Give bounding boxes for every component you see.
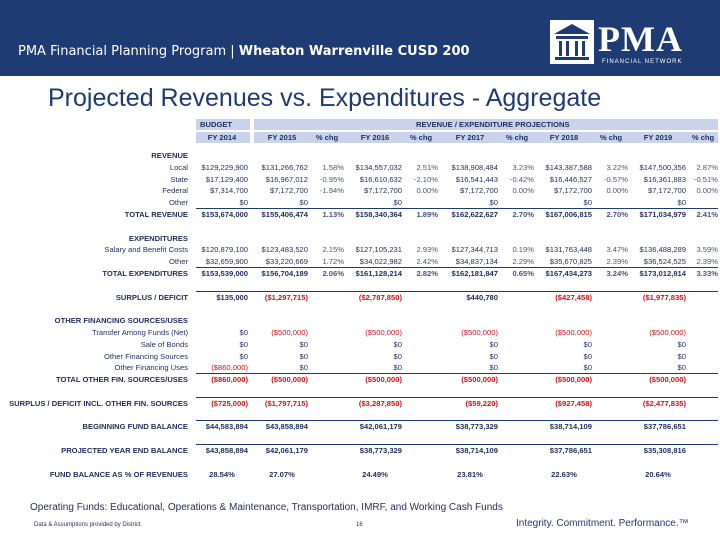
value-cell: ($1,797,715) — [264, 398, 308, 408]
value-cell: $440,780 — [466, 292, 498, 302]
pct-change-cell: 0.19% — [512, 245, 534, 255]
row-label: PROJECTED YEAR END BALANCE — [61, 446, 188, 455]
row-label — [0, 386, 188, 397]
value-cell: $162,181,847 — [451, 269, 498, 278]
row-label: BEGINNING FUND BALANCE — [82, 422, 188, 432]
pct-change-cell: -0.95% — [319, 174, 344, 184]
value-cell: $7,172,700 — [647, 186, 686, 196]
column-header: FY 2019 — [643, 133, 673, 142]
value-cell: ($927,458) — [555, 398, 592, 408]
row-label: SURPLUS / DEFICIT INCL. OTHER FIN. SOURCES — [9, 398, 188, 408]
value-cell: $155,406,474 — [261, 210, 308, 219]
row-label: OTHER FINANCING SOURCES/USES — [54, 316, 188, 326]
value-cell: ($59,220) — [465, 398, 498, 408]
pct-change-cell: 0.00% — [416, 186, 438, 196]
value-cell: $42,061,179 — [359, 422, 402, 432]
value-cell: ($427,458) — [555, 292, 592, 302]
column-header: FY 2016 — [360, 133, 390, 142]
value-cell: ($3,287,850) — [358, 398, 402, 408]
value-cell: ($500,000) — [271, 375, 308, 385]
value-cell: 28.54% — [209, 469, 235, 479]
value-cell: $7,172,700 — [553, 186, 592, 196]
pct-change-cell: 1.13% — [322, 210, 344, 219]
row-label: State — [170, 174, 188, 184]
table-row — [0, 174, 720, 185]
table-row — [0, 351, 720, 362]
value-cell: $35,308,816 — [643, 446, 686, 455]
value-cell: $127,105,231 — [355, 245, 402, 255]
value-cell: $173,012,814 — [639, 269, 686, 278]
pct-change-cell: -0.57% — [603, 174, 628, 184]
table-row — [0, 433, 720, 444]
pma-logo — [550, 20, 700, 70]
row-label: Other — [169, 257, 188, 267]
value-cell: ($500,000) — [461, 328, 498, 337]
value-cell: $34,022,982 — [359, 257, 402, 267]
value-cell: $171,034,979 — [639, 210, 686, 219]
value-cell: ($500,000) — [365, 328, 402, 337]
value-cell: ($860,000) — [211, 375, 248, 385]
row-label: Transfer Among Funds (Net) — [92, 328, 188, 337]
value-cell: $123,483,520 — [261, 245, 308, 255]
value-cell: $43,858,894 — [265, 422, 308, 432]
column-header: FY 2017 — [455, 133, 485, 142]
value-cell: $131,763,448 — [545, 245, 592, 255]
value-cell: ($725,000) — [211, 398, 248, 408]
pct-change-cell: -0.51% — [693, 174, 718, 184]
table-row — [0, 292, 720, 303]
value-cell: $143,387,588 — [545, 162, 592, 172]
district-name: Wheaton Warrenville CUSD 200 — [238, 44, 470, 59]
pct-change-cell: 3.23% — [512, 162, 534, 172]
row-label: Sale of Bonds — [140, 339, 188, 349]
value-cell: $38,773,329 — [359, 446, 402, 455]
value-cell: $33,220,669 — [265, 257, 308, 267]
row-label: SURPLUS / DEFICIT — [115, 292, 188, 302]
page-number: 16 — [356, 522, 363, 528]
table-row — [0, 303, 720, 314]
table-row — [0, 398, 720, 409]
table-row — [0, 244, 720, 255]
logo-wordmark: PMA — [598, 19, 683, 59]
value-cell: $44,583,894 — [205, 422, 248, 432]
value-cell: $0 — [583, 351, 592, 361]
table-row — [0, 268, 720, 279]
pct-change-cell: 3.47% — [606, 245, 628, 255]
value-cell: $37,786,651 — [549, 446, 592, 455]
program-name: PMA Financial Planning Program — [18, 44, 227, 59]
row-label: FUND BALANCE AS % OF REVENUES — [49, 469, 188, 479]
row-label: TOTAL REVENUE — [124, 210, 188, 219]
value-cell: ($860,000) — [211, 363, 248, 373]
row-label: Local — [169, 162, 188, 172]
value-cell: ($500,000) — [649, 328, 686, 337]
pct-change-cell: 2.15% — [322, 245, 344, 255]
value-cell: 27.07% — [269, 469, 295, 479]
value-cell: $0 — [489, 363, 498, 373]
value-cell: $16,967,012 — [265, 174, 308, 184]
row-label: REVENUE — [151, 151, 188, 160]
value-cell: ($1,977,835) — [642, 292, 686, 302]
pct-change-cell: 0.00% — [512, 186, 534, 196]
table-row — [0, 233, 720, 244]
pct-change-cell: 2.93% — [416, 245, 438, 255]
value-cell: $0 — [239, 198, 248, 208]
value-cell: $0 — [239, 351, 248, 361]
value-cell: $153,674,000 — [201, 210, 248, 219]
value-cell: $16,610,632 — [359, 174, 402, 184]
projection-table — [0, 117, 720, 497]
value-cell: 20.64% — [645, 469, 671, 479]
pct-change-cell: 2.41% — [696, 210, 718, 219]
table-row — [0, 185, 720, 196]
value-cell: 24.49% — [362, 469, 388, 479]
value-cell: $43,858,894 — [205, 446, 248, 455]
pct-change-cell: -1.94% — [319, 186, 344, 196]
value-cell: $162,622,627 — [451, 210, 498, 219]
value-cell: $0 — [299, 339, 308, 349]
value-cell: $127,344,713 — [451, 245, 498, 255]
row-label — [0, 457, 188, 468]
value-cell: $161,128,214 — [355, 269, 402, 278]
row-label — [0, 221, 188, 232]
pct-change-cell: 0.65% — [512, 269, 534, 278]
value-cell: $42,061,179 — [265, 446, 308, 455]
pct-change-cell: 2.39% — [606, 257, 628, 267]
value-cell: $0 — [299, 198, 308, 208]
column-header: FY 2018 — [549, 133, 579, 142]
projection-group-label: REVENUE / EXPENDITURE PROJECTIONS — [416, 120, 570, 129]
value-cell: $7,172,700 — [459, 186, 498, 196]
pct-change-cell: 1.89% — [416, 210, 438, 219]
value-cell: ($500,000) — [461, 375, 498, 385]
budget-group-label: BUDGET — [200, 120, 233, 129]
value-cell: 23.81% — [457, 469, 483, 479]
value-cell: $16,446,527 — [549, 174, 592, 184]
row-label: Other Financing Sources — [104, 351, 188, 361]
value-cell: $16,541,443 — [455, 174, 498, 184]
pct-change-cell: 2.87% — [696, 162, 718, 172]
value-cell: $0 — [489, 351, 498, 361]
value-cell: $134,557,032 — [355, 162, 402, 172]
table-row — [0, 410, 720, 421]
value-cell: $32,659,900 — [205, 257, 248, 267]
value-cell: $158,340,364 — [355, 210, 402, 219]
table-row — [0, 209, 720, 220]
logo-subtitle: FINANCIAL NETWORK — [602, 59, 683, 65]
table-row — [0, 256, 720, 267]
pct-change-cell: 2.51% — [416, 162, 438, 172]
table-row — [0, 221, 720, 232]
column-header-row — [0, 132, 720, 143]
value-cell: $0 — [393, 351, 402, 361]
table-row — [0, 386, 720, 397]
value-cell: $38,714,109 — [455, 446, 498, 455]
value-cell: $156,704,189 — [261, 269, 308, 278]
value-cell: $35,670,825 — [549, 257, 592, 267]
pct-change-cell: -2.10% — [413, 174, 438, 184]
table-row — [0, 327, 720, 338]
slide-title: Projected Revenues vs. Expenditures - Aggregate — [48, 84, 602, 112]
header-bar — [0, 0, 720, 76]
table-row — [0, 457, 720, 468]
value-cell: $0 — [489, 198, 498, 208]
pct-change-cell: 3.33% — [696, 269, 718, 278]
value-cell: $0 — [393, 339, 402, 349]
value-cell: $135,000 — [216, 292, 248, 302]
pct-change-cell: 2.39% — [696, 257, 718, 267]
value-cell: ($1,297,715) — [264, 292, 308, 302]
value-cell: $0 — [677, 351, 686, 361]
value-cell: $0 — [583, 198, 592, 208]
value-cell: ($2,477,835) — [642, 398, 686, 408]
row-label — [0, 433, 188, 444]
value-cell: $16,361,883 — [643, 174, 686, 184]
value-cell: $153,539,000 — [201, 269, 248, 278]
pct-change-cell: 0.00% — [696, 186, 718, 196]
footer-tagline: Integrity. Commitment. Performance.™ — [516, 518, 689, 529]
row-label: EXPENDITURES — [128, 233, 188, 243]
value-cell: $38,714,109 — [549, 422, 592, 432]
group-header-row — [0, 119, 720, 130]
table-row — [0, 362, 720, 373]
pct-change-cell: 2.70% — [606, 210, 628, 219]
value-cell: ($2,787,850) — [358, 292, 402, 302]
value-cell: $0 — [677, 198, 686, 208]
table-row — [0, 315, 720, 326]
value-cell: $0 — [299, 351, 308, 361]
value-cell: $37,786,651 — [643, 422, 686, 432]
value-cell: $167,006,815 — [545, 210, 592, 219]
value-cell: $167,434,273 — [545, 269, 592, 278]
pct-change-cell: 1.72% — [322, 257, 344, 267]
value-cell: $38,773,329 — [455, 422, 498, 432]
table-row — [0, 374, 720, 385]
value-cell: $0 — [489, 339, 498, 349]
row-label: TOTAL OTHER FIN. SOURCES/USES — [55, 375, 188, 385]
row-label: Salary and Benefit Costs — [104, 245, 188, 255]
pct-change-cell: 2.29% — [512, 257, 534, 267]
value-cell: $7,172,700 — [269, 186, 308, 196]
column-header: FY 2015 — [267, 133, 297, 142]
pct-change-cell: 3.22% — [606, 162, 628, 172]
value-cell: ($500,000) — [555, 375, 592, 385]
value-cell: ($500,000) — [365, 375, 402, 385]
value-cell: $0 — [583, 339, 592, 349]
value-cell: ($500,000) — [555, 328, 592, 337]
value-cell: ($500,000) — [271, 328, 308, 337]
table-row — [0, 150, 720, 161]
value-cell: 22.63% — [551, 469, 577, 479]
table-row — [0, 280, 720, 291]
pct-change-cell: 0.00% — [606, 186, 628, 196]
value-cell: $17,129,400 — [205, 174, 248, 184]
table-row — [0, 162, 720, 173]
value-cell: $34,837,134 — [455, 257, 498, 267]
row-label: Federal — [162, 186, 188, 196]
value-cell: $7,172,700 — [363, 186, 402, 196]
pct-change-cell: 2.42% — [416, 257, 438, 267]
column-header: % chg — [599, 133, 623, 142]
row-label — [0, 280, 188, 291]
pct-change-cell: -0.42% — [509, 174, 534, 184]
row-label — [0, 410, 188, 421]
pillar-icon — [550, 20, 594, 64]
column-header: % chg — [505, 133, 529, 142]
column-header: % chg — [691, 133, 715, 142]
pct-change-cell: 3.24% — [606, 269, 628, 278]
column-header: % chg — [315, 133, 339, 142]
row-label: Other — [169, 198, 188, 208]
row-label: TOTAL EXPENDITURES — [102, 269, 188, 278]
value-cell: $0 — [677, 363, 686, 373]
value-cell: $0 — [299, 363, 308, 373]
row-label: Other Financing Uses — [114, 363, 188, 373]
value-cell: $131,266,762 — [261, 162, 308, 172]
program-title: PMA Financial Planning Program | Wheaton Warrenville CUSD 200 — [18, 44, 470, 59]
value-cell: $0 — [583, 363, 592, 373]
table-row — [0, 421, 720, 432]
value-cell: $147,500,356 — [639, 162, 686, 172]
pct-change-cell: 3.59% — [696, 245, 718, 255]
table-row — [0, 339, 720, 350]
footer-source: Data & Assumptions provided by District — [34, 522, 141, 528]
table-row — [0, 445, 720, 456]
pct-change-cell: 2.82% — [416, 269, 438, 278]
value-cell: $7,314,700 — [209, 186, 248, 196]
footer-note: Operating Funds: Educational, Operations & Maintenance, Transportation, IMRF, and Working Cash Funds — [30, 502, 503, 513]
value-cell: $138,908,484 — [451, 162, 498, 172]
value-cell: $129,229,900 — [201, 162, 248, 172]
value-cell: $120,879,100 — [201, 245, 248, 255]
column-header: FY 2014 — [207, 133, 237, 142]
table-row — [0, 197, 720, 208]
pct-change-cell: 1.58% — [322, 162, 344, 172]
value-cell: $0 — [677, 339, 686, 349]
value-cell: $36,524,525 — [643, 257, 686, 267]
value-cell: $0 — [393, 198, 402, 208]
value-cell: $0 — [239, 339, 248, 349]
value-cell: ($500,000) — [649, 375, 686, 385]
pct-change-cell: 2.70% — [512, 210, 534, 219]
row-label — [0, 303, 188, 314]
column-header: % chg — [409, 133, 433, 142]
pct-change-cell: 2.06% — [322, 269, 344, 278]
value-cell: $0 — [239, 328, 248, 337]
value-cell: $136,488,289 — [639, 245, 686, 255]
table-row — [0, 469, 720, 480]
value-cell: $0 — [393, 363, 402, 373]
